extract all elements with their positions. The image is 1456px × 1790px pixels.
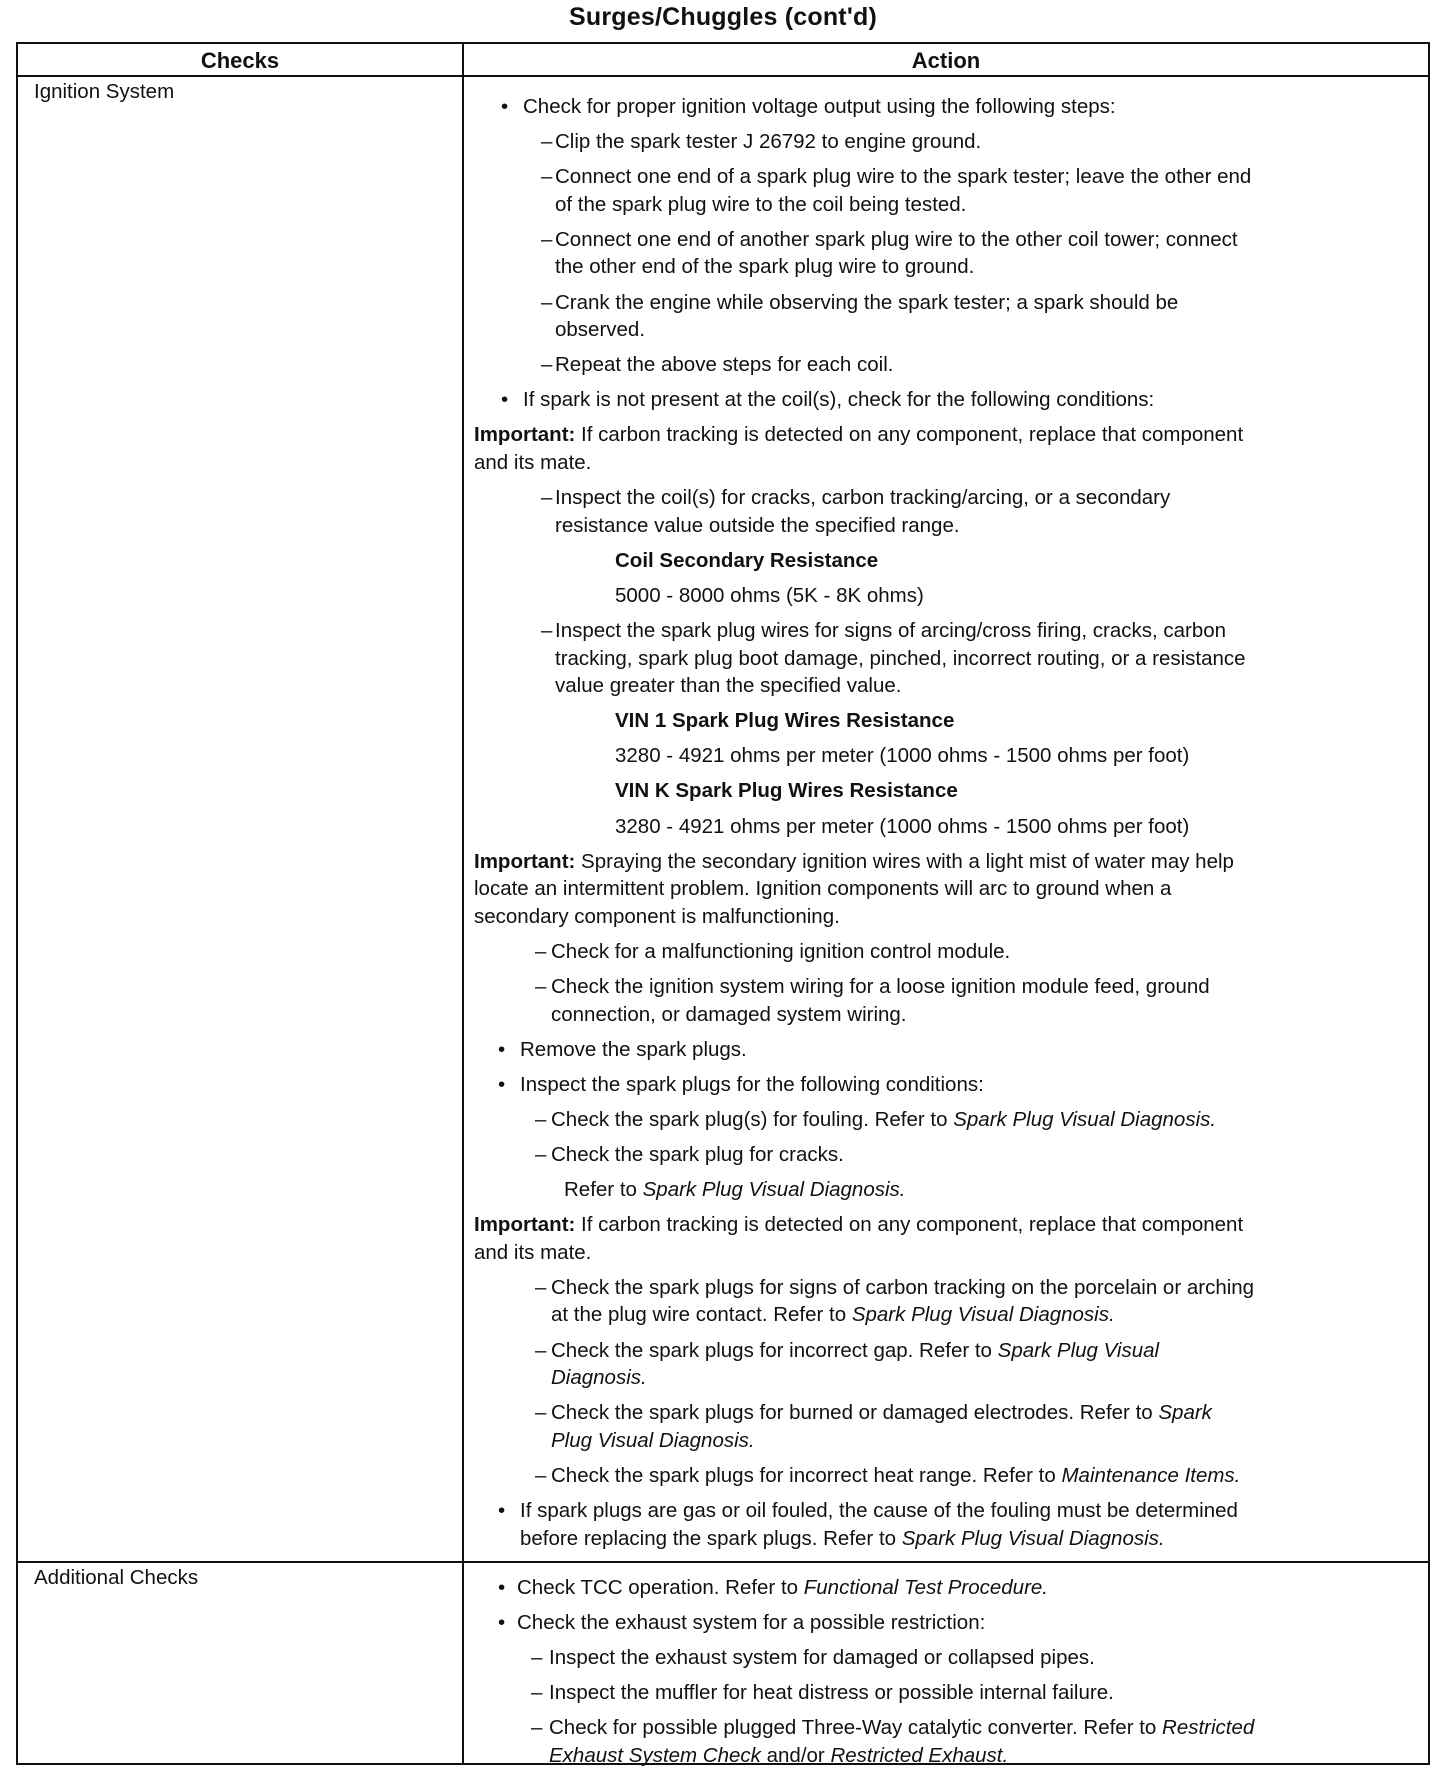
text-line <box>564 1176 1428 1204</box>
reference-text: Diagnosis. <box>551 1366 647 1390</box>
text-line <box>523 93 1428 121</box>
reference-text: Spark Plug Visual Diagnosis. <box>953 1107 1217 1131</box>
bullet-icon: • <box>501 388 509 412</box>
text-line <box>520 1525 1428 1553</box>
bullet-icon: • <box>498 1072 506 1096</box>
bullet-icon: • <box>498 1499 506 1523</box>
bold-text: Important: <box>474 1213 576 1237</box>
table-row-additional-checks <box>18 1563 1428 1767</box>
bullet-icon: • <box>498 1611 506 1635</box>
list-item <box>464 1274 1428 1329</box>
text-run: Repeat the above steps for each coil. <box>555 353 894 377</box>
list-item <box>464 617 1428 700</box>
text-run: Check the spark plugs for incorrect heat range. Refer to <box>551 1463 1062 1487</box>
text-line <box>520 1497 1428 1525</box>
text-line <box>555 163 1428 191</box>
dash-icon: – <box>535 975 547 999</box>
list-item <box>464 1071 1428 1099</box>
dash-icon: – <box>541 290 553 314</box>
text-line <box>555 617 1428 645</box>
bold-text: VIN 1 Spark Plug Wires Resistance <box>615 709 955 733</box>
text-run: tracking, spark plug boot damage, pinched, incorrect routing, or a resistance <box>555 646 1246 670</box>
specification <box>464 547 1428 575</box>
text-line <box>551 1274 1428 1302</box>
list-item <box>464 1609 1428 1637</box>
text-run: Check the spark plug(s) for fouling. Refer to <box>551 1107 954 1131</box>
dash-icon: – <box>535 1143 547 1166</box>
text-run: and its mate. <box>474 451 592 475</box>
text-line <box>551 1141 1428 1169</box>
text-run: before replacing the spark plugs. Refer to <box>520 1526 902 1550</box>
text-run: Inspect the coil(s) for cracks, carbon tracking/arcing, or a secondary <box>555 486 1171 510</box>
text-run: If carbon tracking is detected on any component, replace that component <box>575 1213 1244 1237</box>
bullet-icon: • <box>498 1576 506 1599</box>
bold-text: Important: <box>474 423 576 447</box>
dash-icon: – <box>531 1716 543 1740</box>
text-run: If spark plugs are gas or oil fouled, the cause of the fouling must be determined <box>520 1499 1238 1523</box>
text-line <box>551 1462 1428 1490</box>
text-run: value greater than the specified value. <box>555 674 902 698</box>
text-line <box>615 582 1428 610</box>
diagnostic-table <box>16 42 1430 1765</box>
text-line <box>615 742 1428 770</box>
text-run: Spraying the secondary ignition wires with a light mist of water may help <box>575 849 1234 873</box>
text-line <box>474 449 1428 477</box>
list-item <box>464 484 1428 539</box>
check-label: Ignition System <box>34 80 175 103</box>
important-note <box>464 1211 1428 1266</box>
text-run: Check for proper ignition voltage output using the following steps: <box>523 95 1116 118</box>
text-run: Clip the spark tester J 26792 to engine ground. <box>555 130 982 154</box>
text-line <box>520 1071 1428 1099</box>
list-item <box>464 351 1428 379</box>
list-item <box>464 1644 1428 1672</box>
text-line <box>520 1036 1428 1064</box>
text-line <box>555 484 1428 512</box>
text-run: secondary component is malfunctioning. <box>474 904 840 928</box>
page-title: Surges/Chuggles (cont'd) <box>569 3 877 31</box>
text-line <box>549 1679 1428 1707</box>
text-line <box>555 512 1428 540</box>
list-item <box>464 1036 1428 1064</box>
text-line <box>555 316 1428 344</box>
specification <box>464 813 1428 841</box>
text-run: Connect one end of a spark plug wire to the spark tester; leave the other end <box>555 165 1252 189</box>
specification <box>464 777 1428 805</box>
text-line <box>474 1239 1428 1267</box>
text-line <box>555 226 1428 254</box>
bullet-icon: • <box>501 95 509 118</box>
dash-icon: – <box>531 1646 543 1670</box>
text-run: Check the spark plug for cracks. <box>551 1143 844 1166</box>
text-run: locate an intermittent problem. Ignition components will arc to ground when a <box>474 877 1172 901</box>
bold-text: Important: <box>474 849 576 873</box>
text-line <box>549 1644 1428 1672</box>
reference-text: Spark <box>1158 1401 1212 1425</box>
text-line <box>551 1301 1428 1329</box>
reference-text: Spark Plug Visual <box>997 1338 1160 1362</box>
text-line <box>551 1337 1428 1365</box>
text-line <box>517 1609 1428 1637</box>
text-run: Check the spark plugs for burned or damaged electrodes. Refer to <box>551 1401 1159 1425</box>
text-line <box>551 1427 1428 1455</box>
list-item <box>464 1462 1428 1490</box>
dash-icon: – <box>541 227 553 251</box>
text-line <box>551 1106 1428 1134</box>
dash-icon: – <box>535 1463 547 1487</box>
text-run: and its mate. <box>474 1240 592 1264</box>
text-line <box>615 813 1428 841</box>
text-line <box>555 672 1428 700</box>
list-item <box>464 128 1428 156</box>
list-item <box>464 289 1428 344</box>
reference-text: Exhaust System Check <box>549 1743 761 1767</box>
header-checks: Checks <box>200 48 280 73</box>
text-line <box>551 1001 1428 1029</box>
table-row-ignition-system <box>18 77 1428 1561</box>
important-note <box>464 421 1428 476</box>
text-line <box>474 421 1428 449</box>
specification <box>464 707 1428 735</box>
list-item <box>464 226 1428 281</box>
bold-text: Coil Secondary Resistance <box>615 548 879 572</box>
important-note <box>464 848 1428 931</box>
text-run: Inspect the spark plug wires for signs of arcing/cross firing, cracks, carbon <box>555 619 1227 642</box>
text-run: Check for possible plugged Three-Way catalytic converter. Refer to <box>549 1716 1163 1740</box>
dash-icon: – <box>541 353 553 377</box>
text-line <box>474 1211 1428 1239</box>
text-line <box>474 903 1428 931</box>
text-run: Connect one end of another spark plug wire to the other coil tower; connect <box>555 227 1238 251</box>
text-run: Refer to <box>564 1178 643 1202</box>
text-run: 3280 - 4921 ohms per meter (1000 ohms - 1500 ohms per foot) <box>615 814 1190 838</box>
list-item <box>464 1679 1428 1707</box>
text-run: observed. <box>555 318 646 342</box>
check-label: Additional Checks <box>34 1566 199 1589</box>
reference-text: Plug Visual Diagnosis. <box>551 1428 755 1452</box>
text-run: resistance value outside the specified range. <box>555 513 960 537</box>
action-cell <box>464 1563 1428 1777</box>
text-line <box>551 973 1428 1001</box>
text-run: connection, or damaged system wiring. <box>551 1002 907 1026</box>
text-line <box>555 253 1428 281</box>
text-line <box>474 875 1428 903</box>
text-line <box>555 128 1428 156</box>
text-run: If carbon tracking is detected on any component, replace that component <box>575 423 1244 447</box>
list-item <box>464 1714 1428 1769</box>
text-run: Remove the spark plugs. <box>520 1037 747 1061</box>
dash-icon: – <box>535 1401 547 1425</box>
text-line <box>474 848 1428 876</box>
text-line <box>551 1364 1428 1392</box>
bullet-icon: • <box>498 1037 506 1061</box>
dash-icon: – <box>541 619 553 642</box>
reference-text: Maintenance Items. <box>1061 1463 1241 1487</box>
text-line <box>555 351 1428 379</box>
text-run: Check the ignition system wiring for a loose ignition module feed, ground <box>551 975 1210 999</box>
dash-icon: – <box>535 1275 547 1299</box>
bold-text: VIN K Spark Plug Wires Resistance <box>615 779 958 803</box>
text-run: Inspect the muffler for heat distress or possible internal failure. <box>549 1681 1114 1705</box>
text-line <box>615 707 1428 735</box>
text-run: at the plug wire contact. Refer to <box>551 1303 852 1327</box>
text-line <box>555 645 1428 673</box>
list-item <box>464 938 1428 966</box>
list-item <box>464 1337 1428 1392</box>
reference-text: Spark Plug Visual Diagnosis. <box>642 1178 906 1202</box>
text-run: of the spark plug wire to the coil being tested. <box>555 192 967 216</box>
list-item <box>464 163 1428 218</box>
text-run: Check the spark plugs for signs of carbon tracking on the porcelain or arching <box>551 1275 1255 1299</box>
text-run: Inspect the exhaust system for damaged or collapsed pipes. <box>549 1646 1095 1670</box>
dash-icon: – <box>535 1107 547 1131</box>
specification <box>464 742 1428 770</box>
text-run: and/or <box>760 1743 831 1767</box>
list-item <box>464 1497 1428 1552</box>
text-line <box>523 386 1428 414</box>
dash-icon: – <box>535 939 547 963</box>
text-run: Check TCC operation. Refer to <box>517 1576 804 1599</box>
specification <box>464 582 1428 610</box>
list-item <box>464 93 1428 121</box>
reference-text: Restricted <box>1162 1716 1255 1740</box>
text-run: the other end of the spark plug wire to ground. <box>555 255 975 279</box>
dash-icon: – <box>535 1338 547 1362</box>
reference-text: Functional Test Procedure. <box>803 1576 1048 1599</box>
text-line <box>549 1742 1428 1770</box>
text-run: 3280 - 4921 ohms per meter (1000 ohms - 1500 ohms per foot) <box>615 744 1190 768</box>
reference-text: Spark Plug Visual Diagnosis. <box>901 1526 1165 1550</box>
text-run: Check the spark plugs for incorrect gap. Refer to <box>551 1338 998 1362</box>
action-cell <box>464 77 1428 1560</box>
list-item <box>464 1399 1428 1454</box>
reference-text: Spark Plug Visual Diagnosis. <box>851 1303 1115 1327</box>
dash-icon: – <box>541 130 553 154</box>
text-line <box>555 191 1428 219</box>
dash-icon: – <box>541 486 553 510</box>
header-action: Action <box>911 48 981 73</box>
text-run: Check the exhaust system for a possible restriction: <box>517 1611 986 1635</box>
text-line <box>615 777 1428 805</box>
text-line <box>615 547 1428 575</box>
text-line <box>555 289 1428 317</box>
text-line <box>551 938 1428 966</box>
text-run: Check for a malfunctioning ignition control module. <box>551 939 1011 963</box>
text-run: If spark is not present at the coil(s), check for the following conditions: <box>523 388 1155 412</box>
list-item <box>464 1176 1428 1204</box>
list-item <box>464 973 1428 1028</box>
reference-text: Restricted Exhaust. <box>830 1743 1009 1767</box>
list-item <box>464 1574 1428 1602</box>
text-run: Inspect the spark plugs for the following conditions: <box>520 1072 984 1096</box>
text-line <box>551 1399 1428 1427</box>
dash-icon: – <box>531 1681 543 1705</box>
text-run: 5000 - 8000 ohms (5K - 8K ohms) <box>615 583 924 607</box>
list-item <box>464 386 1428 414</box>
dash-icon: – <box>541 165 553 189</box>
text-line <box>549 1714 1428 1742</box>
text-run: Crank the engine while observing the spark tester; a spark should be <box>555 290 1179 314</box>
list-item <box>464 1141 1428 1169</box>
list-item <box>464 1106 1428 1134</box>
text-line <box>517 1574 1428 1602</box>
